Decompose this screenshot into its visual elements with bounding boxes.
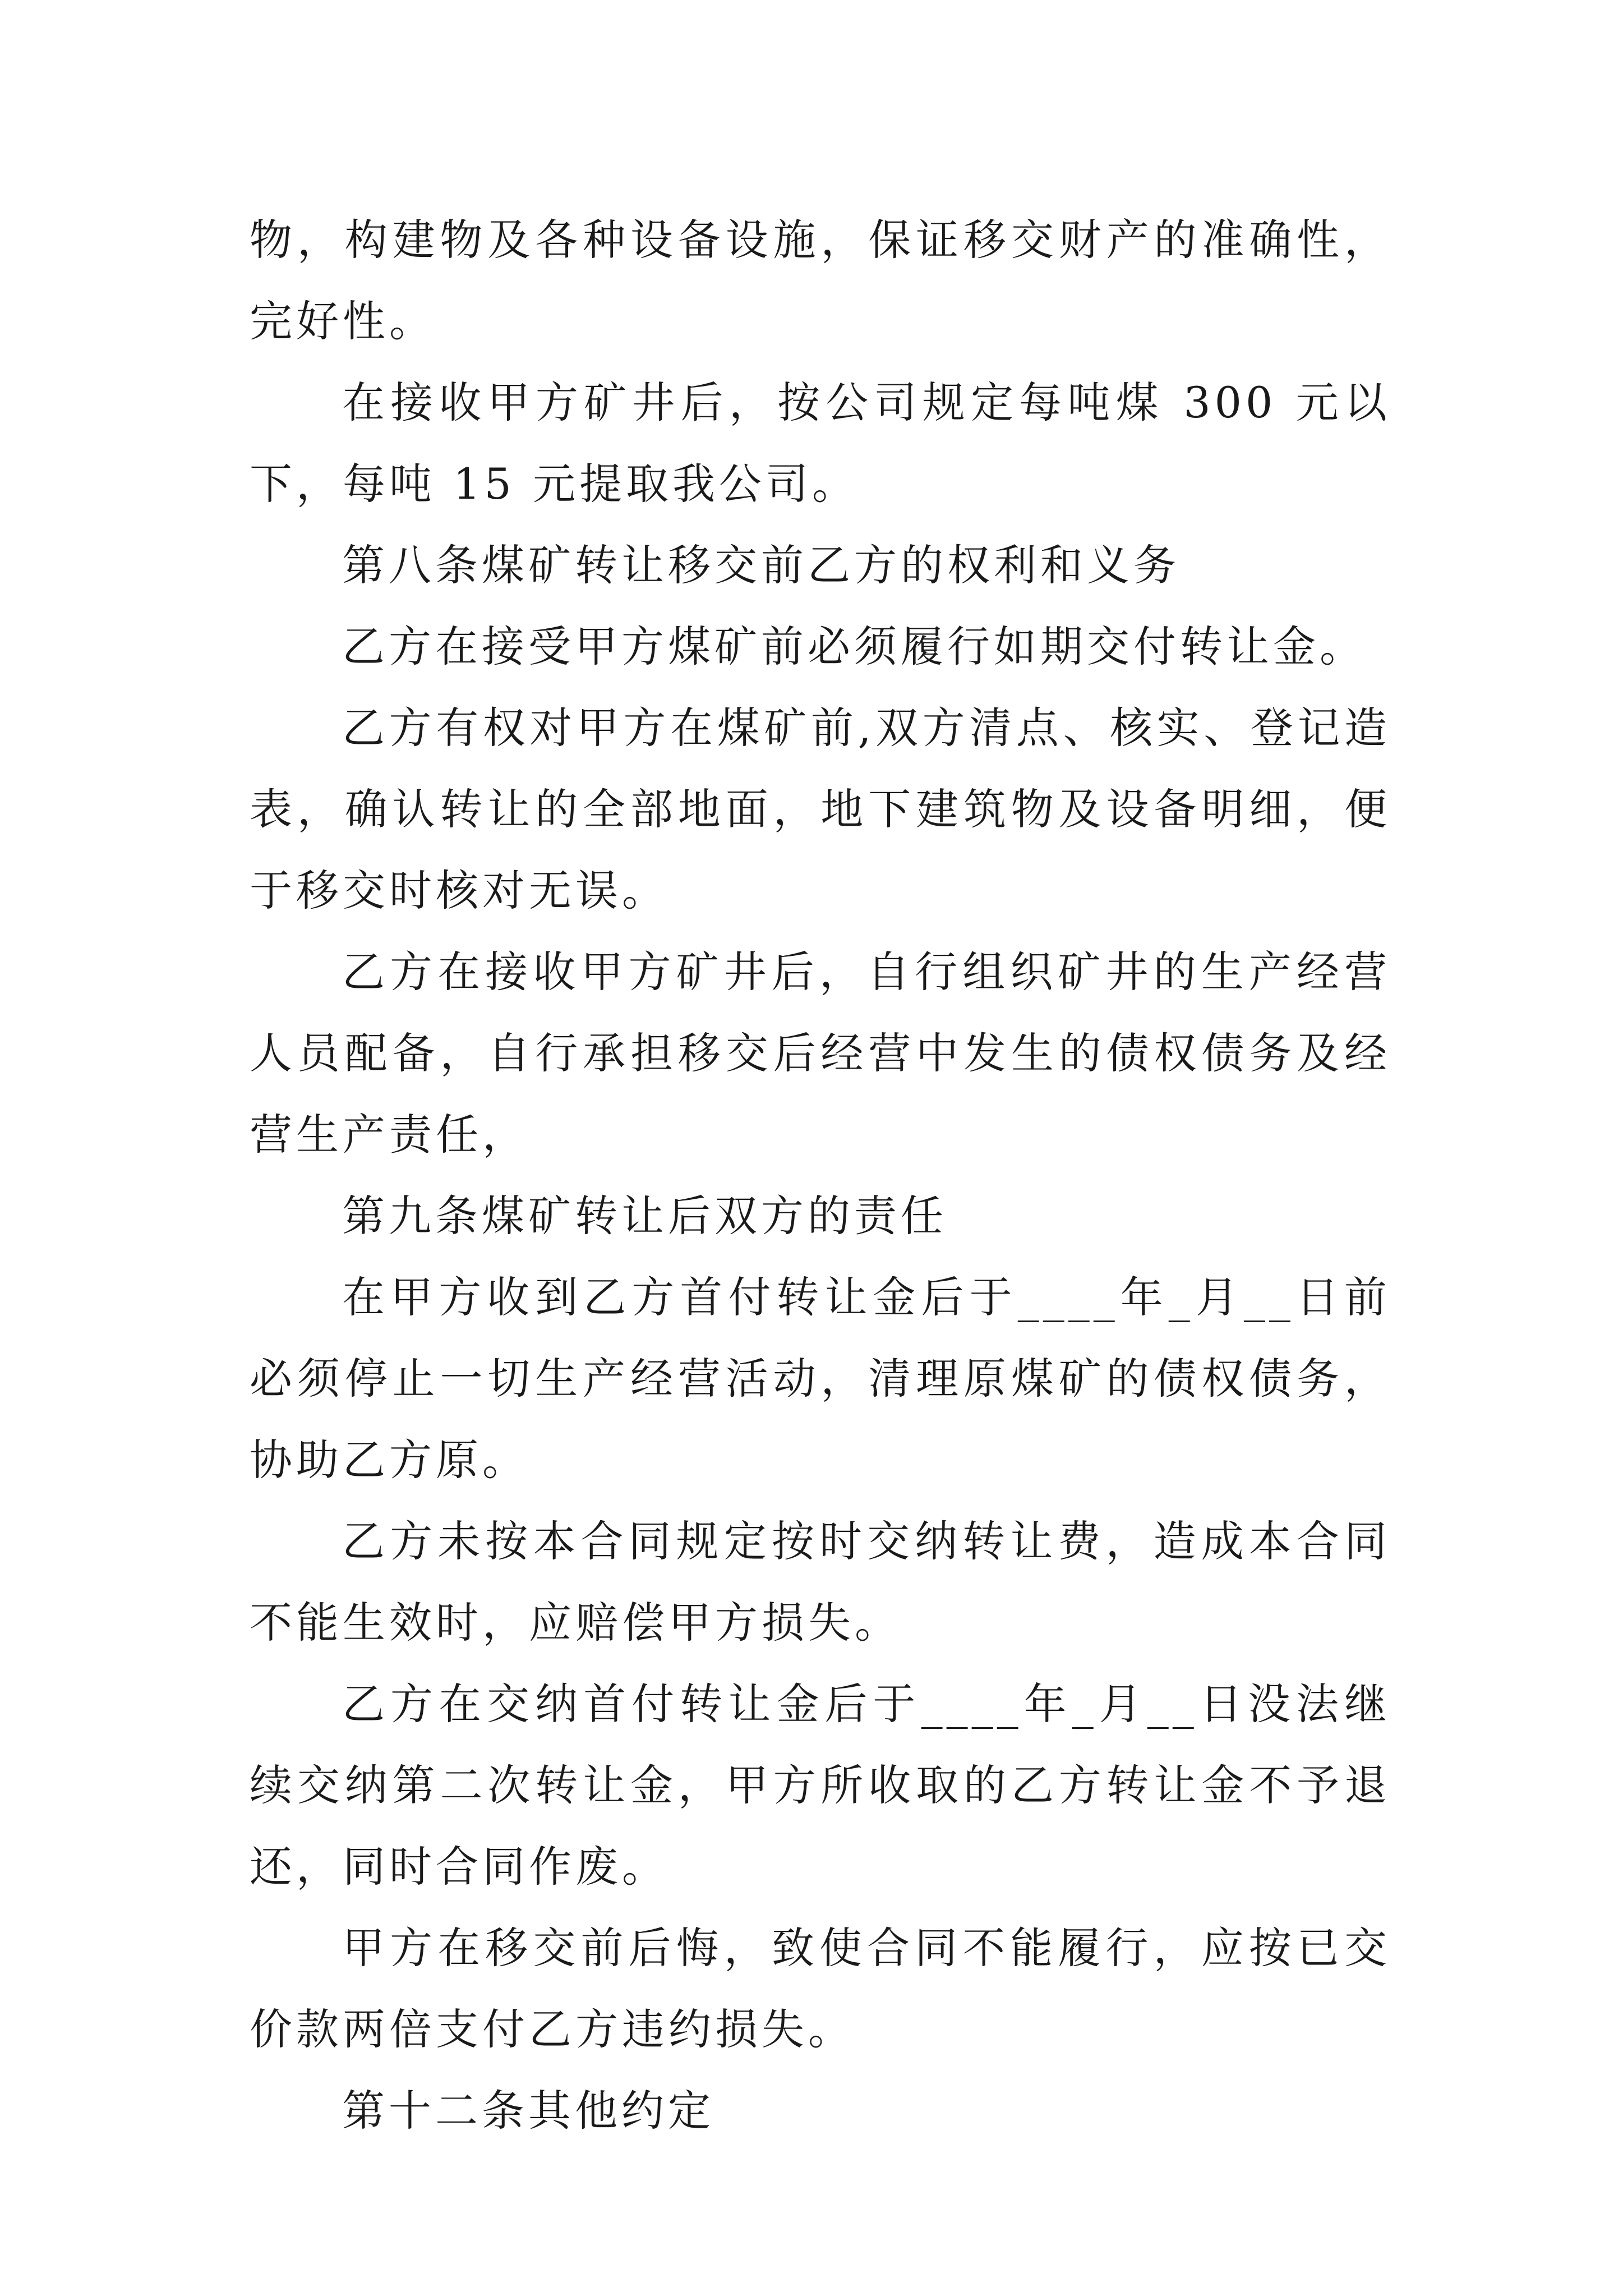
- document-body: [250, 199, 1391, 2151]
- article-12-heading: 第十二条其他约定: [342, 2086, 714, 2136]
- paragraph-fee-extraction: 在接收甲方矿井后，按公司规定每吨煤 300 元以下，每吨 15 元提取我公司。: [250, 378, 1391, 509]
- paragraph-party-a-breach: 甲方在移交前后悔，致使合同不能履行，应按已交价款两倍支付乙方违约损失。: [250, 1923, 1391, 2054]
- paragraph-payment-obligation: 乙方在接受甲方煤矿前必须履行如期交付转让金。: [342, 622, 1366, 671]
- article-8-heading: 第八条煤矿转让移交前乙方的权利和义务: [342, 540, 1180, 590]
- paragraph-cease-operations: 在甲方收到乙方首付转让金后于____年_月__日前必须停止一切生产经营活动，清理原煤矿的债权债务，协助乙方原。: [250, 1272, 1391, 1485]
- paragraph-late-payment: 乙方未按本合同规定按时交纳转让费，造成本合同不能生效时，应赔偿甲方损失。: [250, 1516, 1391, 1648]
- paragraph-inventory-right: 乙方有权对甲方在煤矿前,双方清点、核实、登记造表，确认转让的全部地面，地下建筑物及设备明细，便于移交时核对无误。: [250, 703, 1391, 915]
- paragraph-operation-responsibility: 乙方在接收甲方矿井后，自行组织矿井的生产经营人员配备，自行承担移交后经营中发生的债权债务及经营生产责任，: [250, 947, 1391, 1159]
- article-9-heading: 第九条煤矿转让后双方的责任: [342, 1191, 947, 1241]
- paragraph-continuation: 物，构建物及各种设备设施，保证移交财产的准确性，完好性。: [250, 215, 1391, 346]
- paragraph-second-payment: 乙方在交纳首付转让金后于____年_月__日没法继续交纳第二次转让金，甲方所收取的乙方转让金不予退还，同时合同作废。: [250, 1679, 1391, 1892]
